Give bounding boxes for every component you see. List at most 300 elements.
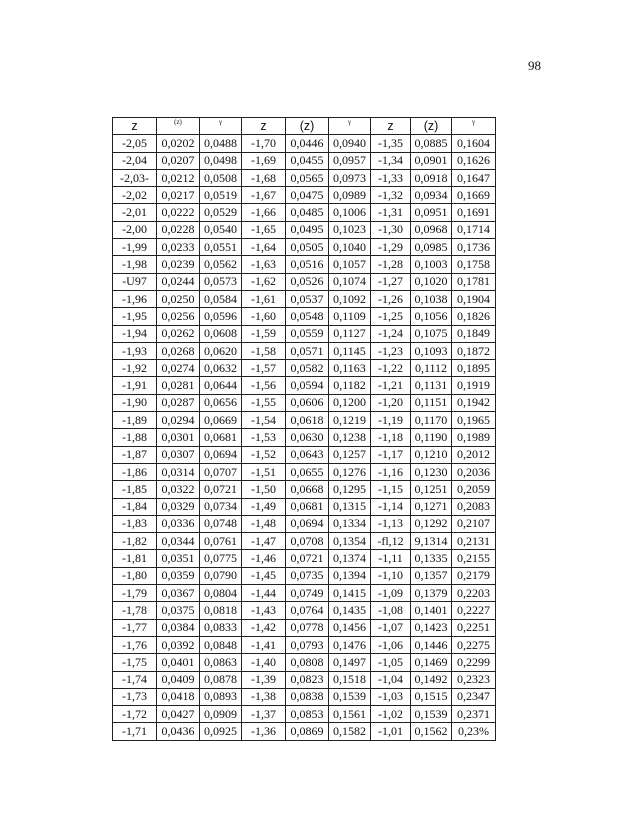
cell-z-3: -1,04 — [371, 671, 411, 688]
cell-fz-1: 0,0427 — [157, 706, 200, 723]
cell-fz-3: 0,0901 — [411, 152, 452, 169]
cell-z-3: -1,06 — [371, 636, 411, 653]
cell-z-1: -2,03- — [113, 169, 157, 186]
cell-gamma-1: 0,0644 — [200, 377, 242, 394]
cell-fz-1: 0,0384 — [157, 619, 200, 636]
table-row — [113, 256, 496, 273]
cell-fz-1: 0,0281 — [157, 377, 200, 394]
cell-fz-2: 0,0485 — [286, 204, 329, 221]
cell-z-3: -1,23 — [371, 342, 411, 359]
cell-z-2: -1,55 — [242, 394, 286, 411]
cell-gamma-2: 0,1182 — [329, 377, 371, 394]
table-row — [113, 706, 496, 723]
cell-fz-3: 0,1271 — [411, 498, 452, 515]
cell-z-1: -1,71 — [113, 723, 157, 740]
cell-gamma-1: 0,0833 — [200, 619, 242, 636]
cell-fz-1: 0,0401 — [157, 654, 200, 671]
cell-fz-2: 0,0526 — [286, 273, 329, 290]
cell-gamma-3: 0,23% — [452, 723, 496, 740]
cell-fz-2: 0,0606 — [286, 394, 329, 411]
cell-fz-1: 0,0268 — [157, 342, 200, 359]
table-row — [113, 533, 496, 550]
cell-z-3: -1,20 — [371, 394, 411, 411]
cell-gamma-3: 0,2371 — [452, 706, 496, 723]
cell-fz-1: 0,0392 — [157, 636, 200, 653]
cell-fz-2: 0,0548 — [286, 308, 329, 325]
cell-fz-3: 0,1446 — [411, 636, 452, 653]
cell-gamma-3: 0,1989 — [452, 429, 496, 446]
cell-z-3: -1,03 — [371, 688, 411, 705]
table-row — [113, 360, 496, 377]
cell-gamma-2: 0,0973 — [329, 169, 371, 186]
cell-fz-3: 0,1292 — [411, 515, 452, 532]
cell-z-3: -1,31 — [371, 204, 411, 221]
cell-gamma-1: 0,0608 — [200, 325, 242, 342]
cell-z-1: -2,01 — [113, 204, 157, 221]
cell-z-3: -1,16 — [371, 463, 411, 480]
table-row — [113, 290, 496, 307]
cell-z-2: -1,44 — [242, 585, 286, 602]
cell-gamma-2: 0,1127 — [329, 325, 371, 342]
cell-gamma-3: 0,1714 — [452, 221, 496, 238]
cell-fz-2: 0,0495 — [286, 221, 329, 238]
cell-z-1: -1,91 — [113, 377, 157, 394]
table-row — [113, 377, 496, 394]
cell-fz-2: 0,0582 — [286, 360, 329, 377]
cell-fz-1: 0,0239 — [157, 256, 200, 273]
cell-fz-1: 0,0336 — [157, 515, 200, 532]
cell-z-3: -1,33 — [371, 169, 411, 186]
cell-z-1: -1,72 — [113, 706, 157, 723]
cell-z-2: -1,37 — [242, 706, 286, 723]
cell-z-3: -1,01 — [371, 723, 411, 740]
cell-z-3: -fl,12 — [371, 533, 411, 550]
cell-gamma-1: 0,0818 — [200, 602, 242, 619]
cell-fz-3: 0,1357 — [411, 567, 452, 584]
cell-z-2: -1,64 — [242, 239, 286, 256]
header-fz-3: (z) — [411, 118, 452, 135]
cell-z-1: -U97 — [113, 273, 157, 290]
cell-z-1: -1,76 — [113, 636, 157, 653]
cell-gamma-2: 0,0940 — [329, 135, 371, 152]
cell-z-3: -1,32 — [371, 187, 411, 204]
table-row — [113, 325, 496, 342]
cell-z-2: -1,65 — [242, 221, 286, 238]
cell-fz-1: 0,0217 — [157, 187, 200, 204]
cell-gamma-3: 0,2012 — [452, 446, 496, 463]
cell-fz-2: 0,0853 — [286, 706, 329, 723]
cell-fz-3: 0,1469 — [411, 654, 452, 671]
cell-gamma-3: 0,1604 — [452, 135, 496, 152]
cell-z-3: -1,13 — [371, 515, 411, 532]
cell-z-1: -2,02 — [113, 187, 157, 204]
cell-z-3: -1,05 — [371, 654, 411, 671]
cell-z-3: -1,27 — [371, 273, 411, 290]
cell-fz-1: 0,0244 — [157, 273, 200, 290]
cell-gamma-3: 0,1626 — [452, 152, 496, 169]
cell-z-1: -1,74 — [113, 671, 157, 688]
cell-gamma-3: 0,2203 — [452, 585, 496, 602]
cell-fz-3: 0,1423 — [411, 619, 452, 636]
cell-z-2: -1,51 — [242, 463, 286, 480]
cell-z-3: -1,18 — [371, 429, 411, 446]
cell-fz-2: 0,0778 — [286, 619, 329, 636]
cell-gamma-1: 0,0790 — [200, 567, 242, 584]
cell-gamma-3: 0,2299 — [452, 654, 496, 671]
cell-z-2: -1,45 — [242, 567, 286, 584]
cell-gamma-1: 0,0681 — [200, 429, 242, 446]
cell-fz-1: 0,0436 — [157, 723, 200, 740]
cell-z-3: -1,35 — [371, 135, 411, 152]
cell-z-3: -1,09 — [371, 585, 411, 602]
cell-gamma-3: 0,2036 — [452, 463, 496, 480]
table-row — [113, 394, 496, 411]
table-row — [113, 152, 496, 169]
cell-z-1: -1,78 — [113, 602, 157, 619]
table-header-row — [113, 118, 496, 135]
cell-fz-1: 0,0287 — [157, 394, 200, 411]
cell-fz-2: 0,0793 — [286, 636, 329, 653]
table-row — [113, 308, 496, 325]
cell-gamma-3: 0,2155 — [452, 550, 496, 567]
cell-fz-1: 0,0375 — [157, 602, 200, 619]
table-row — [113, 619, 496, 636]
cell-gamma-1: 0,0848 — [200, 636, 242, 653]
table-row — [113, 463, 496, 480]
z-score-table — [112, 117, 496, 741]
cell-fz-2: 0,0721 — [286, 550, 329, 567]
cell-fz-1: 0,0351 — [157, 550, 200, 567]
cell-fz-1: 0,0301 — [157, 429, 200, 446]
cell-gamma-3: 0,1736 — [452, 239, 496, 256]
cell-fz-3: 0,1539 — [411, 706, 452, 723]
cell-gamma-3: 0,1849 — [452, 325, 496, 342]
cell-z-3: -1,19 — [371, 412, 411, 429]
cell-gamma-3: 0,2323 — [452, 671, 496, 688]
cell-z-1: -1,81 — [113, 550, 157, 567]
header-fz-1: (z) — [157, 118, 200, 135]
header-gamma-2: γ — [329, 118, 371, 135]
cell-gamma-2: 0,1257 — [329, 446, 371, 463]
table-row — [113, 342, 496, 359]
cell-gamma-2: 0,1109 — [329, 308, 371, 325]
cell-z-3: -1,25 — [371, 308, 411, 325]
cell-fz-2: 0,0505 — [286, 239, 329, 256]
cell-gamma-1: 0,0551 — [200, 239, 242, 256]
cell-gamma-2: 0,1354 — [329, 533, 371, 550]
cell-fz-2: 0,0668 — [286, 481, 329, 498]
cell-fz-1: 0,0250 — [157, 290, 200, 307]
cell-gamma-1: 0,0584 — [200, 290, 242, 307]
cell-gamma-3: 0,2275 — [452, 636, 496, 653]
cell-gamma-3: 0,2347 — [452, 688, 496, 705]
cell-z-1: -2,05 — [113, 135, 157, 152]
cell-gamma-3: 0,1647 — [452, 169, 496, 186]
cell-fz-3: 0,1038 — [411, 290, 452, 307]
page-number: 98 — [528, 58, 541, 73]
cell-z-2: -1,48 — [242, 515, 286, 532]
cell-z-2: -1,67 — [242, 187, 286, 204]
cell-gamma-3: 0,1758 — [452, 256, 496, 273]
cell-fz-3: 0,0968 — [411, 221, 452, 238]
table-row — [113, 671, 496, 688]
table-row — [113, 567, 496, 584]
cell-fz-1: 0,0307 — [157, 446, 200, 463]
cell-z-3: -1,24 — [371, 325, 411, 342]
cell-gamma-2: 0,1023 — [329, 221, 371, 238]
cell-z-1: -1,83 — [113, 515, 157, 532]
header-z-1: z — [113, 118, 157, 135]
cell-z-2: -1,57 — [242, 360, 286, 377]
cell-gamma-3: 0,2179 — [452, 567, 496, 584]
cell-fz-2: 0,0808 — [286, 654, 329, 671]
cell-z-2: -1,36 — [242, 723, 286, 740]
cell-z-1: -1,73 — [113, 688, 157, 705]
header-z-3: z — [371, 118, 411, 135]
cell-fz-2: 0,0446 — [286, 135, 329, 152]
cell-z-2: -1,56 — [242, 377, 286, 394]
cell-z-1: -1,94 — [113, 325, 157, 342]
cell-gamma-2: 0,0989 — [329, 187, 371, 204]
cell-gamma-1: 0,0893 — [200, 688, 242, 705]
cell-gamma-2: 0,1456 — [329, 619, 371, 636]
table-row — [113, 550, 496, 567]
cell-fz-1: 0,0233 — [157, 239, 200, 256]
cell-gamma-2: 0,1092 — [329, 290, 371, 307]
cell-fz-2: 0,0749 — [286, 585, 329, 602]
cell-fz-3: 0,1131 — [411, 377, 452, 394]
cell-fz-2: 0,0475 — [286, 187, 329, 204]
cell-z-1: -1,93 — [113, 342, 157, 359]
cell-fz-1: 0,0294 — [157, 412, 200, 429]
cell-fz-1: 0,0367 — [157, 585, 200, 602]
table-row — [113, 429, 496, 446]
cell-z-3: -1,08 — [371, 602, 411, 619]
cell-gamma-1: 0,0573 — [200, 273, 242, 290]
cell-fz-3: 0,1379 — [411, 585, 452, 602]
cell-gamma-3: 0,1904 — [452, 290, 496, 307]
cell-gamma-2: 0,1582 — [329, 723, 371, 740]
cell-gamma-2: 0,1315 — [329, 498, 371, 515]
cell-z-2: -1,39 — [242, 671, 286, 688]
cell-z-3: -1,11 — [371, 550, 411, 567]
cell-z-1: -1,86 — [113, 463, 157, 480]
cell-fz-3: 0,1401 — [411, 602, 452, 619]
cell-fz-3: 0,1075 — [411, 325, 452, 342]
cell-fz-2: 0,0838 — [286, 688, 329, 705]
table-row — [113, 654, 496, 671]
table-row — [113, 446, 496, 463]
cell-fz-1: 0,0228 — [157, 221, 200, 238]
cell-fz-2: 0,0681 — [286, 498, 329, 515]
cell-fz-2: 0,0764 — [286, 602, 329, 619]
cell-z-2: -1,70 — [242, 135, 286, 152]
cell-gamma-3: 0,1919 — [452, 377, 496, 394]
cell-z-1: -1,90 — [113, 394, 157, 411]
cell-z-3: -1,34 — [371, 152, 411, 169]
cell-gamma-2: 0,1040 — [329, 239, 371, 256]
table-row — [113, 239, 496, 256]
table-row — [113, 723, 496, 740]
cell-fz-1: 0,0322 — [157, 481, 200, 498]
cell-fz-3: 0,1020 — [411, 273, 452, 290]
cell-z-2: -1,46 — [242, 550, 286, 567]
cell-gamma-1: 0,0694 — [200, 446, 242, 463]
cell-fz-3: 0,0918 — [411, 169, 452, 186]
cell-gamma-1: 0,0721 — [200, 481, 242, 498]
cell-gamma-3: 0,1691 — [452, 204, 496, 221]
cell-z-3: -1,07 — [371, 619, 411, 636]
cell-gamma-1: 0,0632 — [200, 360, 242, 377]
cell-z-2: -1,52 — [242, 446, 286, 463]
table-row — [113, 273, 496, 290]
cell-z-1: -1,84 — [113, 498, 157, 515]
cell-gamma-3: 0,1669 — [452, 187, 496, 204]
cell-gamma-3: 0,1781 — [452, 273, 496, 290]
cell-z-1: -1,79 — [113, 585, 157, 602]
cell-z-2: -1,59 — [242, 325, 286, 342]
cell-gamma-3: 0,2059 — [452, 481, 496, 498]
cell-gamma-2: 0,1163 — [329, 360, 371, 377]
cell-gamma-1: 0,0620 — [200, 342, 242, 359]
cell-fz-3: 0,1151 — [411, 394, 452, 411]
cell-fz-1: 0,0212 — [157, 169, 200, 186]
cell-gamma-1: 0,0488 — [200, 135, 242, 152]
cell-z-1: -1,89 — [113, 412, 157, 429]
cell-z-1: -1,85 — [113, 481, 157, 498]
header-fz-2: (z) — [286, 118, 329, 135]
cell-gamma-1: 0,0761 — [200, 533, 242, 550]
cell-z-2: -1,54 — [242, 412, 286, 429]
cell-fz-3: 0,1492 — [411, 671, 452, 688]
cell-z-2: -1,63 — [242, 256, 286, 273]
cell-z-2: -1,43 — [242, 602, 286, 619]
cell-gamma-2: 0,1539 — [329, 688, 371, 705]
cell-z-1: -1,77 — [113, 619, 157, 636]
cell-gamma-3: 0,1942 — [452, 394, 496, 411]
cell-gamma-3: 0,1872 — [452, 342, 496, 359]
cell-gamma-2: 0,1374 — [329, 550, 371, 567]
cell-gamma-2: 0,1074 — [329, 273, 371, 290]
cell-fz-3: 0,1190 — [411, 429, 452, 446]
cell-gamma-1: 0,0748 — [200, 515, 242, 532]
cell-fz-2: 0,0559 — [286, 325, 329, 342]
cell-gamma-3: 0,2107 — [452, 515, 496, 532]
cell-z-2: -1,58 — [242, 342, 286, 359]
cell-fz-2: 0,0708 — [286, 533, 329, 550]
cell-gamma-2: 0,1435 — [329, 602, 371, 619]
cell-fz-3: 0,1562 — [411, 723, 452, 740]
cell-z-3: -1,17 — [371, 446, 411, 463]
cell-fz-3: 0,1093 — [411, 342, 452, 359]
cell-fz-2: 0,0643 — [286, 446, 329, 463]
cell-fz-2: 0,0618 — [286, 412, 329, 429]
cell-z-1: -2,04 — [113, 152, 157, 169]
cell-fz-2: 0,0537 — [286, 290, 329, 307]
cell-fz-1: 0,0418 — [157, 688, 200, 705]
cell-z-1: -1,95 — [113, 308, 157, 325]
cell-z-1: -1,99 — [113, 239, 157, 256]
cell-gamma-1: 0,0540 — [200, 221, 242, 238]
cell-fz-3: 0,1251 — [411, 481, 452, 498]
cell-gamma-3: 0,2131 — [452, 533, 496, 550]
cell-gamma-3: 0,2227 — [452, 602, 496, 619]
cell-gamma-1: 0,0498 — [200, 152, 242, 169]
table-row — [113, 204, 496, 221]
cell-gamma-1: 0,0707 — [200, 463, 242, 480]
cell-gamma-2: 0,1219 — [329, 412, 371, 429]
cell-fz-2: 0,0694 — [286, 515, 329, 532]
cell-fz-3: 0,1210 — [411, 446, 452, 463]
cell-fz-2: 0,0565 — [286, 169, 329, 186]
cell-fz-1: 0,0256 — [157, 308, 200, 325]
cell-gamma-1: 0,0734 — [200, 498, 242, 515]
cell-gamma-2: 0,1334 — [329, 515, 371, 532]
table-row — [113, 135, 496, 152]
cell-z-3: -1,30 — [371, 221, 411, 238]
cell-fz-3: 0,1170 — [411, 412, 452, 429]
cell-gamma-2: 0,1561 — [329, 706, 371, 723]
cell-gamma-3: 0,2251 — [452, 619, 496, 636]
header-gamma-1: γ — [200, 118, 242, 135]
cell-z-2: -1,53 — [242, 429, 286, 446]
cell-fz-2: 0,0516 — [286, 256, 329, 273]
cell-z-2: -1,61 — [242, 290, 286, 307]
cell-fz-3: 0,1112 — [411, 360, 452, 377]
cell-z-1: -1,96 — [113, 290, 157, 307]
cell-gamma-2: 0,1057 — [329, 256, 371, 273]
cell-fz-1: 0,0409 — [157, 671, 200, 688]
cell-z-3: -1,29 — [371, 239, 411, 256]
table-row — [113, 585, 496, 602]
cell-gamma-3: 0,1826 — [452, 308, 496, 325]
cell-z-2: -1,60 — [242, 308, 286, 325]
cell-gamma-2: 0,1394 — [329, 567, 371, 584]
table-row — [113, 169, 496, 186]
cell-gamma-1: 0,0863 — [200, 654, 242, 671]
cell-fz-1: 0,0344 — [157, 533, 200, 550]
cell-z-3: -1,26 — [371, 290, 411, 307]
cell-fz-2: 0,0869 — [286, 723, 329, 740]
cell-z-2: -1,66 — [242, 204, 286, 221]
cell-gamma-2: 0,1006 — [329, 204, 371, 221]
cell-fz-3: 0,1003 — [411, 256, 452, 273]
table-body — [113, 135, 496, 740]
cell-gamma-3: 0,2083 — [452, 498, 496, 515]
cell-gamma-2: 0,1276 — [329, 463, 371, 480]
cell-gamma-1: 0,0562 — [200, 256, 242, 273]
cell-z-3: -1,21 — [371, 377, 411, 394]
cell-gamma-1: 0,0775 — [200, 550, 242, 567]
cell-z-1: -1,88 — [113, 429, 157, 446]
cell-gamma-2: 0,1415 — [329, 585, 371, 602]
cell-fz-2: 0,0735 — [286, 567, 329, 584]
cell-z-3: -1,14 — [371, 498, 411, 515]
cell-gamma-2: 0,1200 — [329, 394, 371, 411]
cell-z-3: -1,15 — [371, 481, 411, 498]
cell-gamma-1: 0,0878 — [200, 671, 242, 688]
cell-z-2: -1,42 — [242, 619, 286, 636]
cell-fz-3: 0,0951 — [411, 204, 452, 221]
cell-fz-2: 0,0594 — [286, 377, 329, 394]
table-row — [113, 602, 496, 619]
cell-gamma-2: 0,1238 — [329, 429, 371, 446]
cell-fz-1: 0,0329 — [157, 498, 200, 515]
cell-z-1: -1,80 — [113, 567, 157, 584]
cell-z-1: -2,00 — [113, 221, 157, 238]
cell-fz-3: 0,1056 — [411, 308, 452, 325]
cell-fz-1: 0,0207 — [157, 152, 200, 169]
